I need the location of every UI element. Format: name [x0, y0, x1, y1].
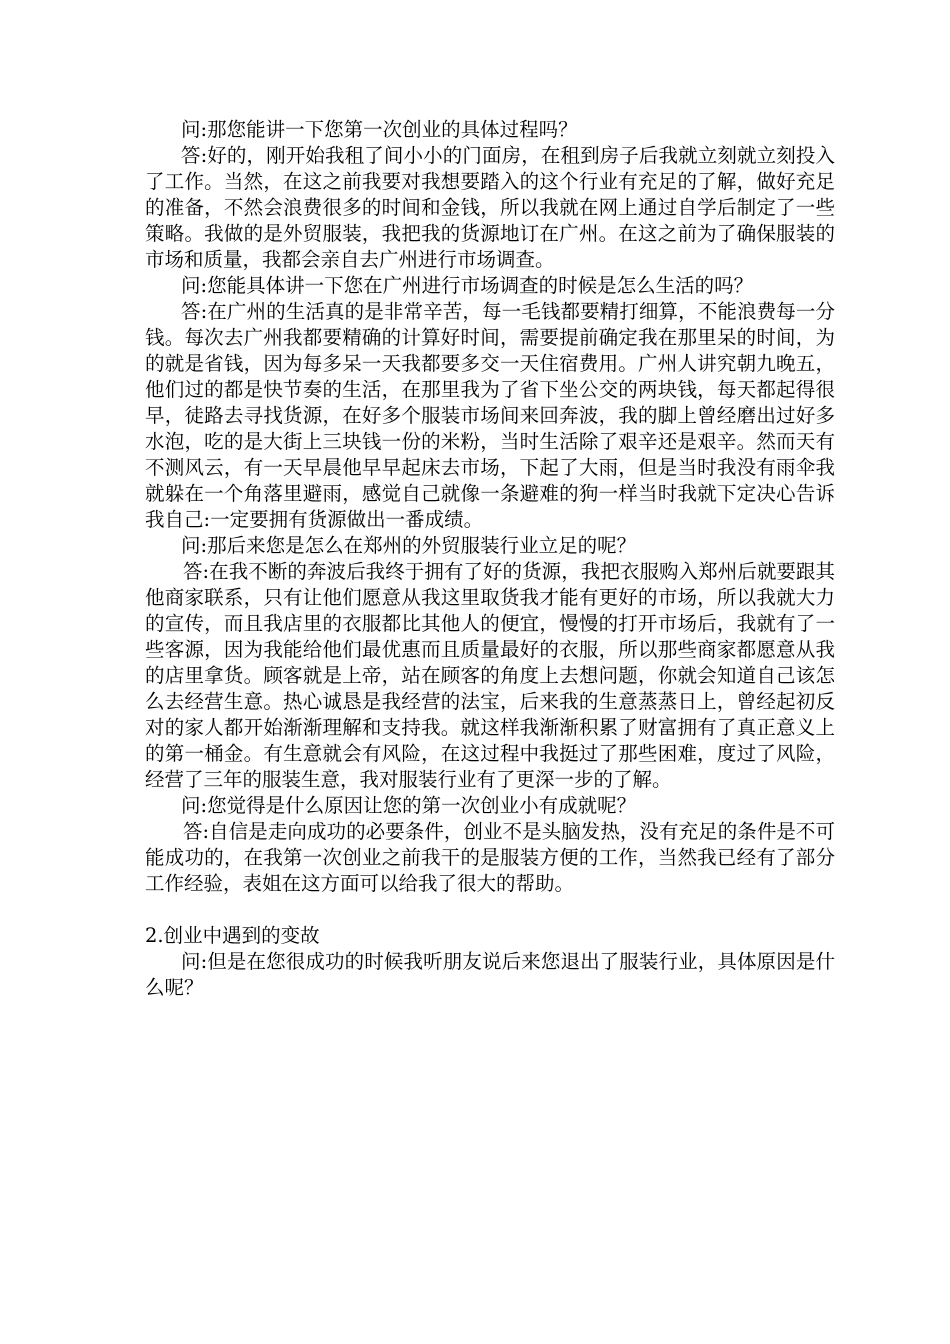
interview-question-3: 问:那后来您是怎么在郑州的外贸服装行业立足的呢？: [181, 534, 637, 557]
interview-question-2: 问:您能具体讲一下您在广州进行市场调查的时候是怎么生活的吗？: [181, 274, 754, 297]
section-heading: 2.创业中遇到的变故: [145, 924, 320, 947]
interview-answer-4: 答:自信是走向成功的必要条件，创业不是头脑发热，没有充足的条件是不可能成功的，在我第一次创业之前我干的是服装方便的工作，当然我已经有了部分工作经验，表姐在这方面可以给我了很大的帮助。: [145, 820, 835, 895]
interview-question-5: 问:但是在您很成功的时候我听朋友说后来您退出了服装行业，具体原因是什么呢？: [145, 950, 835, 999]
interview-answer-3: 答:在我不断的奔波后我终于拥有了好的货源，我把衣服购入郑州后就要跟其他商家联系，只有让他们愿意从我这里取货我才能有更好的市场，所以我就大力的宣传，而且我店里的衣服都比其他人的便宜，慢慢的打开市场后，我就有了一些客源，因为我能给他们最优惠而且质量最好的衣服，所以那些商家都愿意从我的店里拿货。顾客就是上帝，站在顾客的角度上去想问题，你就会知道自己该怎么去经营生意。热心诚恳是我经营的法宝，后来我的生意蒸蒸日上，曾经起初反对的家人都开始渐渐理解和支持我。就这样我渐渐积累了财富拥有了真正意义上的第一桶金。有生意就会有风险，在这过程中我挺过了那些困难，度过了风险，经营了三年的服装生意，我对服装行业有了更深一步的了解。: [145, 560, 835, 791]
interview-question-4: 问:您觉得是什么原因让您的第一次创业小有成就呢？: [181, 794, 637, 817]
interview-question-1: 问:那您能讲一下您第一次创业的具体过程吗？: [181, 118, 578, 141]
document-body: [145, 117, 835, 1001]
paragraph-spacer: [145, 897, 835, 923]
interview-answer-2: 答:在广州的生活真的是非常辛苦，每一毛钱都要精打细算，不能浪费每一分钱。每次去广州我都要精确的计算好时间，需要提前确定我在那里呆的时间，为的就是省钱，因为每多呆一天我都要多交一天住宿费用。广州人讲究朝九晚五，他们过的都是快节奏的生活，在那里我为了省下坐公交的两块钱，每天都起得很早，徒路去寻找货源，在好多个服装市场间来回奔波，我的脚上曾经磨出过好多水泡，吃的是大街上三块钱一份的米粉，当时生活除了艰辛还是艰辛。然而天有不测风云，有一天早晨他早早起床去市场，下起了大雨，但是当时我没有雨伞我就躲在一个角落里避雨，感觉自己就像一条避难的狗一样当时我就下定决心告诉我自己:一定要拥有货源做出一番成绩。: [145, 300, 835, 531]
interview-answer-1: 答:好的，刚开始我租了间小小的门面房，在租到房子后我就立刻就立刻投入了工作。当然，在这之前我要对我想要踏入的这个行业有充足的了解，做好充足的准备，不然会浪费很多的时间和金钱，所以我就在网上通过自学后制定了一些策略。我做的是外贸服装，我把我的货源地订在广州。在这之前为了确保服装的市场和质量，我都会亲自去广州进行市场调查。: [145, 144, 835, 271]
